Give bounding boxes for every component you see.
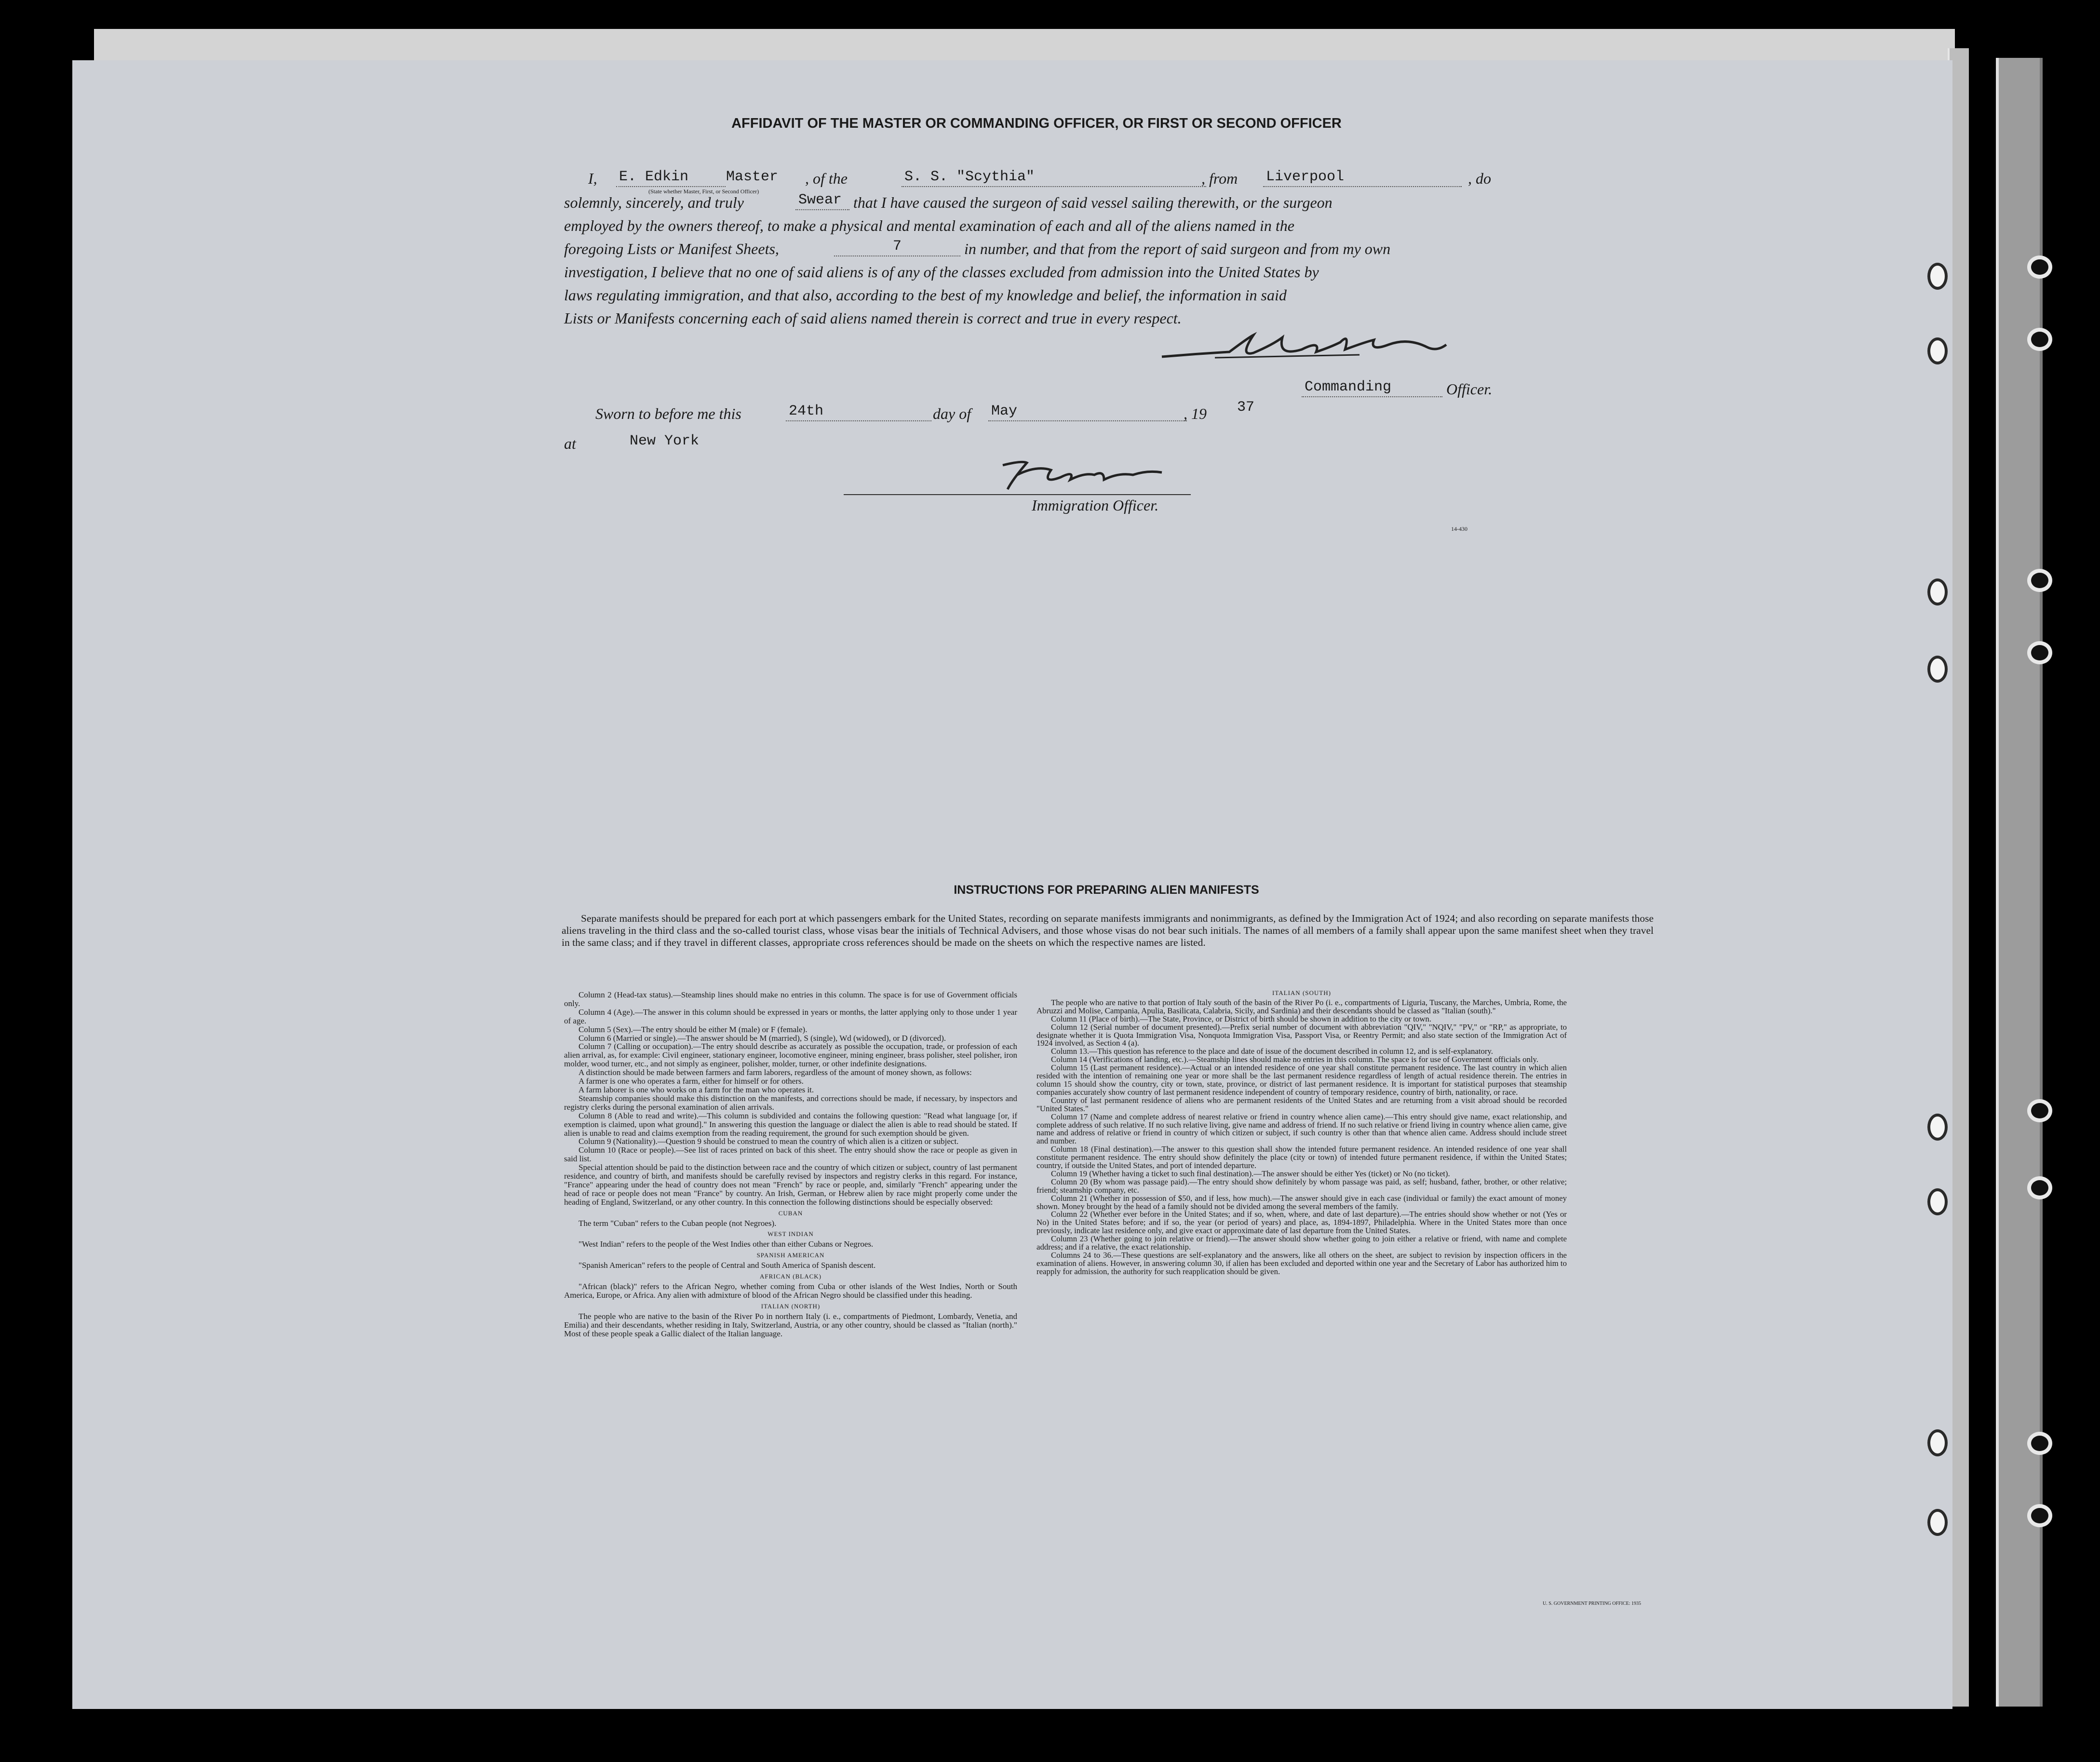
l1-c: , from [1201, 170, 1238, 187]
col-10b: Special attention should be paid to the distinction between race and the country of which citizen or subject, country of last permanent residence, and country of birth, and manifests should be carefully revised by inspectors and registry clerks in this regard. For instance, "France" appearing under the head of country does not mean "French" by race or people, and, similarly "French" appearing under the head of race or people does not mean "France" by country. An Irish, German, or Hebrew alien by race might properly come under the heading of England, Switzerland, or any other country. In this connection the following distinctions should be especially observed: [564, 1163, 1017, 1207]
col-7c: A farmer is one who operates a farm, either for himself or for others. [579, 1076, 804, 1086]
left-column [564, 991, 1017, 1338]
cuban: The term "Cuban" refers to the Cuban people (not Negroes). [579, 1218, 777, 1228]
col-11: Column 11 (Place of birth).—The State, Province, or District of birth should be shown in addition to the city or town. [1051, 1014, 1431, 1023]
col-9: Column 9 (Nationality).—Question 9 should be construed to mean the country of which alien is a citizen or subject. [579, 1137, 959, 1146]
instructions-intro: Separate manifests should be prepared for each port at which passengers embark for the United States, recording on separate manifests immigrants and nonimmigrants, as defined by the Immigration Act of 1924; and also recording on separate manifests those aliens traveling in the third class and the so-called tourist class, whose visas bear the initials of Technical Advisers, and those whose visas do not bear such initials. The names of all members of a family shall appear upon the same manifest sheet when they travel in the same class; and if they travel in different classes, appropriate cross references should be made on the sheets on which the respective names are listed. [562, 913, 1654, 948]
col-23: Column 23 (Whether going to join relative or friend).—The answer should show whether going to join either a relative or friend, with name and complete address; and if a relative, the exact relationship. [1037, 1234, 1567, 1252]
departure-port: Liverpool [1263, 169, 1462, 187]
col-22: Column 22 (Whether ever before in the United States; and if so, when, where, and date of last departure).—The entries should show whether or not (Yes or No) in the United States before; and if so, the year (or period of years) and place, as, 1894-1897, Philadelphia. Where in the United States more than once previously, indicate last residence only, and give exact or approximate date of last departure from the United States. [1037, 1210, 1567, 1236]
immigration-signature [993, 451, 1186, 494]
punch-hole [1927, 1429, 1948, 1456]
commanding-word: Commanding [1302, 379, 1442, 397]
binder-hole [2027, 328, 2052, 351]
form-number: 14-430 [1451, 525, 1467, 532]
sworn-c: , 19 [1184, 405, 1207, 422]
l3: employed by the owners thereof, to make a physical and mental examination of each and all of the aliens named in the [564, 217, 1294, 234]
col-18: Column 18 (Final destination).—The answer to this question shall show the intended future permanent residence. An intended residence of one year shall constitute permanent residence. The entry should show definitely the place (city or town) of intended future permanent residence, if within the United States; country, if outside the United States, and port of intended departure. [1037, 1144, 1567, 1170]
sworn-a: Sworn to before me this [595, 405, 741, 422]
affidavit-line-1 [588, 170, 597, 188]
col-12: Column 12 (Serial number of document presented).—Prefix serial number of document with abbreviation "QIV," "NQIV," "PV," or "RP," as appropriate, to designate whether it is Quota Immigration Visa, Nonquota Immigration Visa, Passport Visa, or Reentry Permit; and also state section of the Immigration Act of 1924 involved, as Section 4 (a). [1037, 1022, 1567, 1048]
sworn-year: 37 [1237, 399, 1255, 416]
sworn-month: May [988, 403, 1187, 421]
l1-d: , do [1468, 170, 1491, 187]
punch-hole [1927, 1114, 1948, 1141]
l6: laws regulating immigration, and that also, according to the best of my knowledge and belief, the information in said [564, 286, 1287, 304]
sworn-place: New York [630, 433, 700, 449]
col-14: Column 14 (Verifications of landing, etc.).—Steamship lines should make no entries in this column. The space is for use of Government officials only. [1051, 1055, 1539, 1064]
col-7d: A farm laborer is one who works on a farm for the man who operates it. [579, 1085, 814, 1094]
col-5: Column 5 (Sex).—The entry should be either M (male) or F (female). [579, 1024, 808, 1034]
heading-italian-north: ITALIAN (NORTH) [761, 1302, 821, 1310]
col-7b: A distinction should be made between farmers and farm laborers, regardless of the amount of money shown, as follows: [579, 1068, 972, 1077]
col-8: Column 8 (Able to read and write).—This column is subdivided and contains the following question: "Read what language [or, if exemption is claimed, upon what ground]." In answering this question the language or dialect the alien is able to read should be stated. If alien is unable to read and claims exemption from the reading requirement, the ground for such exemption should be given. [564, 1111, 1017, 1138]
l2-a: solemnly, sincerely, and truly [564, 194, 744, 211]
l1-b: , of the [805, 170, 848, 187]
binder-hole [2027, 641, 2052, 664]
col-7: Column 7 (Calling or occupation).—The entry should describe as accurately as possible the occupation, trade, or profession of each alien arrival, as, for example: Civil engineer, stationary engineer, locomotive engineer, mining engineer, brass polisher, steel polisher, iron molder, wood turner, etc., and not simply as engineer, polisher, molder, turner, or other indefinite designations. [564, 1042, 1017, 1069]
sworn-day: 24th [786, 403, 931, 421]
punch-hole [1927, 656, 1948, 683]
col-20: Column 20 (By whom was passage paid).—The entry should show definitely by whom passage was paid, as self; husband, father, brother, or other relative; friend; steamship company, etc. [1037, 1177, 1567, 1195]
west-indian: "West Indian" refers to the people of the West Indies other than either Cubans or Negroes. [579, 1239, 874, 1249]
immigration-officer-label: Immigration Officer. [1032, 497, 1159, 514]
sworn-b: day of [933, 405, 971, 422]
l7: Lists or Manifests concerning each of said aliens named therein is correct and true in every respect. [564, 309, 1182, 327]
rank-note: (State whether Master, First, or Second Officer) [648, 188, 759, 195]
col-21: Column 21 (Whether in possession of $50, and if less, how much).—The answer should give in each case (individual or family) the exact amount of money shown. Money brought by the head of a family should not be divided among the several members of the family. [1037, 1193, 1567, 1211]
col-17: Column 17 (Name and complete address of nearest relative or friend in country whence alien came).—This entry should give name, exact relationship, and complete address of such relative. If no such relative living, give name and address of friend. If no such relative or friend living in country whence alien came, give name and address of relative or friend in country of which citizen or subject, if such country is other than that whence alien came. Address should include street and number. [1037, 1112, 1567, 1146]
binder-hole [2027, 1504, 2052, 1527]
officer-sign-line [844, 494, 1191, 495]
heading-italian-south: ITALIAN (SOUTH) [1272, 989, 1331, 996]
binder-hole [2027, 569, 2052, 592]
col-15b: Country of last permanent residence of aliens who are permanent residents of the United States and are returning from a visit abroad should be recorded "United States." [1037, 1095, 1567, 1113]
punch-hole [1927, 263, 1948, 290]
punch-hole [1927, 1509, 1948, 1536]
l1-a: I, [588, 170, 597, 187]
col-19: Column 19 (Whether having a ticket to such final destination).—The answer should be either Yes (ticket) or No (no ticket). [1051, 1169, 1450, 1178]
heading-african: AFRICAN (BLACK) [759, 1273, 822, 1280]
italian-north: The people who are native to the basin of the River Po in northern Italy (i. e., compartments of Piedmont, Lombardy, Venetia, and Emilia) and their descendants, whether residing in Italy, Switzerland, Austria, or any other country, should be classed as "Italian (north)." Most of these people speak a Gallic dialect of the Italian language. [564, 1311, 1017, 1338]
l2-b: that I have caused the surgeon of said vessel sailing therewith, or the surgeon [853, 194, 1333, 211]
african: "African (black)" refers to the African Negro, whether coming from Cuba or other islands of the West Indies, North or South America, Europe, or Africa. Any alien with admixture of blood of the African Negro should be classified under this heading. [564, 1282, 1017, 1300]
binder-hole [2027, 1432, 2052, 1455]
heading-cuban: CUBAN [778, 1209, 803, 1217]
right-column [1037, 989, 1567, 1276]
l5: investigation, I believe that no one of said aliens is of any of the classes excluded from admission into the United States by [564, 263, 1319, 281]
affidavit-title: AFFIDAVIT OF THE MASTER OR COMMANDING OFFICER, OR FIRST OR SECOND OFFICER [731, 116, 1342, 131]
col-13: Column 13.—This question has reference to the place and date of issue of the document described in column 12, and is self-explanatory. [1051, 1047, 1493, 1056]
master-signature [1157, 323, 1456, 366]
master-rank: Master [726, 169, 779, 185]
sheet-count: 7 [834, 238, 960, 256]
oath-word: Swear [795, 192, 849, 210]
binder-hole [2027, 1176, 2052, 1199]
binder-hole [2027, 1099, 2052, 1122]
l4-b: in number, and that from the report of said surgeon and from my own [964, 240, 1391, 257]
punch-hole [1927, 337, 1948, 364]
col-24-36: Columns 24 to 36.—These questions are self-explanatory and the answers, like all others on the sheet, are subject to revision by inspection officers in the examination of aliens. However, in answering column 30, if alien has been excluded and deported within one year and the Secretary of Labor has authorized him to reapply for admission, the authority for such reapplication should be given. [1037, 1251, 1567, 1276]
officer-word: Officer. [1446, 380, 1493, 398]
printer-imprint: U. S. GOVERNMENT PRINTING OFFICE: 1935 [1543, 1601, 1641, 1606]
italian-south: The people who are native to that portion of Italy south of the basin of the River Po (i. e., compartments of Liguria, Tuscany, the Marches, Umbria, Rome, the Abruzzi and Molise, Campania, Apulia, Basilicata, Calabria, Sicily, and Sardinia) and their descendants should be classed as "Italian (south)." [1037, 997, 1567, 1015]
col-15: Column 15 (Last permanent residence).—Actual or an intended residence of one year shall constitute permanent residence. The last country in which alien resided with the intention of remaining one year or more shall be the last permanent residence regardless of length of actual residence therein. The entries in column 15 should show the country, city or town, state, province, or district of last permanent residence. It is important for statistical purposes that steamship companies accurately show country of last permanent residence independent of country of temporary residence, country of birth, nationality, or race. [1037, 1063, 1567, 1097]
master-name: E. Edkin [616, 169, 726, 187]
vessel-name: S. S. "Scythia" [902, 169, 1206, 187]
punch-hole [1927, 578, 1948, 605]
heading-west-indian: WEST INDIAN [767, 1230, 814, 1238]
col-2: Column 2 (Head-tax status).—Steamship lines should make no entries in this column. The space is for use of Government officials only. [564, 990, 1017, 1008]
punch-hole [1927, 1188, 1948, 1215]
binder-hole [2027, 256, 2052, 279]
binder-strip [1996, 58, 2043, 1707]
instructions-title: INSTRUCTIONS FOR PREPARING ALIEN MANIFESTS [954, 883, 1259, 897]
spanish-american: "Spanish American" refers to the people of Central and South America of Spanish descent. [579, 1261, 876, 1270]
col-7e: Steamship companies should make this distinction on the manifests, and corrections should be made, if necessary, by inspectors and registry clerks during the personal examination of alien arrivals. [564, 1093, 1017, 1112]
col-10: Column 10 (Race or people).—See list of races printed on back of this sheet. The entry should show the race or people as given in said list. [564, 1145, 1017, 1164]
col-4: Column 4 (Age).—The answer in this column should be expressed in years or months, the latter applying only to those under 1 year of age. [564, 1007, 1017, 1025]
l4-a: foregoing Lists or Manifest Sheets, [564, 240, 779, 257]
col-6: Column 6 (Married or single).—The answer should be M (married), S (single), Wd (widowed), or D (divorced). [579, 1033, 946, 1043]
at-label: at [564, 435, 576, 452]
heading-spanish-american: SPANISH AMERICAN [756, 1251, 825, 1259]
